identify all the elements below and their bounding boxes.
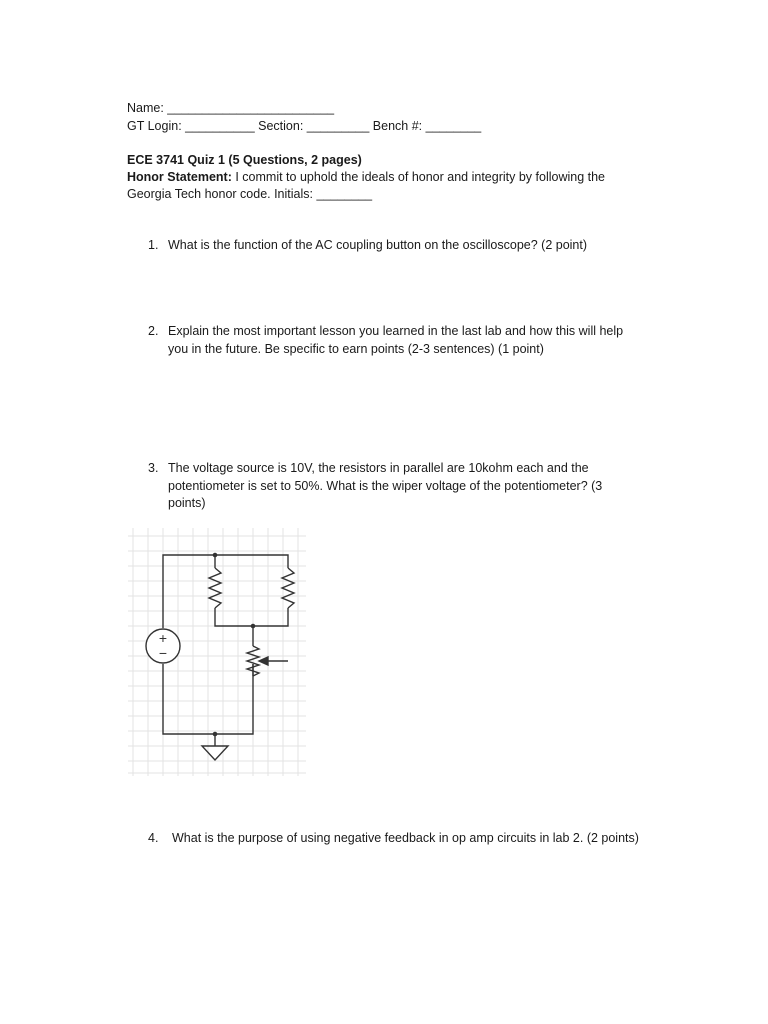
question-text: The voltage source is 10V, the resistors in parallel are 10kohm each and the potentiometer is set to 50%. What is the wiper voltage of the potentiometer? (3 points) — [168, 461, 603, 510]
circuit-wires — [163, 555, 288, 746]
source-plus-sign: + — [158, 630, 168, 646]
question-1 — [148, 237, 638, 255]
name-field-line[interactable]: Name: ________________________ — [127, 101, 335, 115]
question-number: 1. — [148, 238, 159, 252]
node-dots — [213, 553, 256, 737]
question-3 — [148, 460, 638, 513]
quiz-title: ECE 3741 Quiz 1 (5 Questions, 2 pages) — [127, 153, 362, 167]
question-number: 3. — [148, 461, 159, 475]
source-minus-sign: − — [158, 645, 168, 661]
honor-initials-line[interactable]: Georgia Tech honor code. Initials: ________ — [127, 187, 373, 201]
resistor-left — [209, 568, 221, 608]
question-text: What is the purpose of using negative feedback in op amp circuits in lab 2. (2 points) — [172, 831, 639, 845]
circuit-diagram — [128, 528, 306, 776]
honor-statement — [127, 169, 605, 186]
resistor-right — [282, 568, 294, 608]
question-text: What is the function of the AC coupling button on the oscilloscope? (2 point) — [168, 238, 588, 252]
question-2 — [148, 323, 638, 358]
ground-symbol — [202, 746, 228, 760]
question-number: 4. — [148, 831, 159, 845]
honor-text: I commit to uphold the ideals of honor and integrity by following the — [231, 170, 606, 184]
question-text: Explain the most important lesson you learned in the last lab and how this will help you in the future. Be specific to earn points (2-3 sentences) (1 point) — [168, 324, 624, 356]
login-section-bench-line[interactable]: GT Login: __________ Section: _________ Bench #: ________ — [127, 119, 482, 133]
honor-label: Honor Statement: — [127, 170, 232, 184]
question-4 — [148, 830, 672, 848]
voltage-source-symbol — [146, 629, 180, 663]
question-number: 2. — [148, 324, 159, 338]
